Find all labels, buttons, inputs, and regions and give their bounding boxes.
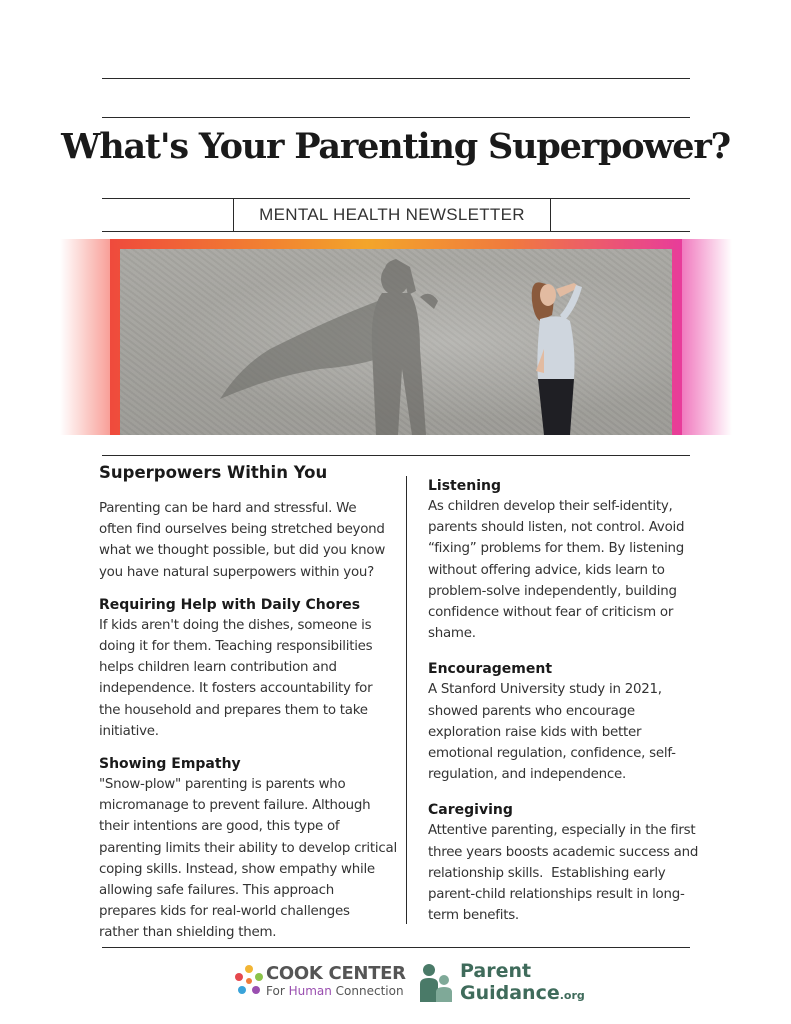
left-column xyxy=(99,462,399,944)
intro-line: Parenting can be hard and stressful. We xyxy=(99,501,357,516)
intro-line: often find ourselves being stretched beyond xyxy=(99,522,385,538)
encouragement-line: emotional regulation, confidence, self- xyxy=(428,746,676,762)
parent-guidance-suffix: .org xyxy=(559,989,585,1002)
right-column xyxy=(428,476,710,926)
empathy-line: parenting limits their ability to develop critical xyxy=(99,840,397,856)
cook-center-wordmark xyxy=(266,964,406,998)
hero-glow-right xyxy=(676,239,732,435)
encouragement-section xyxy=(428,659,710,785)
empathy-line: micromanage to prevent failure. Although xyxy=(99,798,371,814)
caregiving-line: three years boosts academic success and xyxy=(428,844,699,860)
listening-line: shame. xyxy=(428,626,476,642)
intro-line: what we thought possible, but did you know xyxy=(99,543,386,559)
caregiving-line: parent-child relationships result in long- xyxy=(428,887,685,903)
empathy-line: prepares kids for real-world challenges xyxy=(99,904,350,920)
woman-with-superhero-shadow-icon xyxy=(120,249,672,435)
parent-guidance-logo-icon xyxy=(418,962,454,1002)
listening-section xyxy=(428,476,710,644)
tagline-part: For xyxy=(266,984,289,998)
parent-guidance-line2 xyxy=(460,982,585,1007)
empathy-line: "Snow-plow" parenting is parents who xyxy=(99,777,346,793)
page-title: What's Your Parenting Superpower? xyxy=(61,126,730,167)
cook-center-tagline xyxy=(266,984,406,998)
empathy-line: their intentions are good, this type of xyxy=(99,819,340,835)
content-rule-bottom xyxy=(102,947,690,948)
listening-line: problem-solve independently, building xyxy=(428,583,677,599)
newsletter-label: MENTAL HEALTH NEWSLETTER xyxy=(259,205,525,224)
parent-guidance-word: Guidance xyxy=(460,982,560,1004)
subtitle-rule-bottom xyxy=(102,231,690,232)
empathy-line: coping skills. Instead, show empathy while xyxy=(99,861,375,877)
encouragement-line: exploration raise kids with better xyxy=(428,724,642,740)
listening-heading: Listening xyxy=(428,478,501,494)
chores-line: the household and prepares them to take xyxy=(99,702,368,718)
parent-guidance-line1: Parent xyxy=(460,960,532,982)
listening-line: “fixing” problems for them. By listening xyxy=(428,541,685,557)
top-rule-2 xyxy=(102,117,690,118)
chores-heading: Requiring Help with Daily Chores xyxy=(99,596,361,613)
cook-center-name: COOK CENTER xyxy=(266,963,406,984)
caregiving-section xyxy=(428,800,710,926)
intro-paragraph xyxy=(99,498,399,583)
empathy-heading: Showing Empathy xyxy=(99,756,241,773)
chores-line: independence. It fosters accountability for xyxy=(99,681,373,697)
parent-guidance-wordmark xyxy=(460,960,585,1007)
listening-line: confidence without fear of criticism or xyxy=(428,605,674,621)
intro-line: you have natural superpowers within you? xyxy=(99,564,375,580)
caregiving-heading: Caregiving xyxy=(428,802,513,819)
column-divider xyxy=(406,476,407,924)
cook-center-logo-icon xyxy=(234,964,264,998)
listening-line: As children develop their self-identity, xyxy=(428,499,673,514)
caregiving-line: Attentive parenting, especially in the first xyxy=(428,823,696,839)
tagline-human: Human xyxy=(288,984,332,998)
section-title: Superpowers Within You xyxy=(99,463,328,482)
top-rule-1 xyxy=(102,78,690,79)
listening-line: parents should listen, not control. Avoid xyxy=(428,520,685,536)
footer-logos xyxy=(0,958,791,1008)
chores-line: helps children learn contribution and xyxy=(99,660,337,676)
tagline-part: Connection xyxy=(331,984,404,998)
hero-banner xyxy=(60,239,732,435)
empathy-line: rather than shielding them. xyxy=(99,925,277,941)
encouragement-line: A Stanford University study in 2021, xyxy=(428,682,662,698)
content-rule-top xyxy=(102,455,690,456)
caregiving-line: term benefits. xyxy=(428,908,519,924)
chores-section xyxy=(99,595,399,742)
chores-line: initiative. xyxy=(99,723,159,739)
hero-photo xyxy=(120,249,672,435)
encouragement-line: showed parents who encourage xyxy=(428,703,635,719)
chores-line: If kids aren't doing the dishes, someone is xyxy=(99,617,372,633)
chores-line: doing it for them. Teaching responsibilities xyxy=(99,639,373,655)
empathy-section xyxy=(99,754,399,944)
newsletter-label-box xyxy=(233,198,551,232)
empathy-line: allowing safe failures. This approach xyxy=(99,883,334,899)
listening-line: without offering advice, kids learn to xyxy=(428,562,665,578)
caregiving-line: relationship skills. Establishing early xyxy=(428,865,666,881)
encouragement-heading: Encouragement xyxy=(428,661,553,678)
encouragement-line: regulation, and independence. xyxy=(428,767,626,783)
